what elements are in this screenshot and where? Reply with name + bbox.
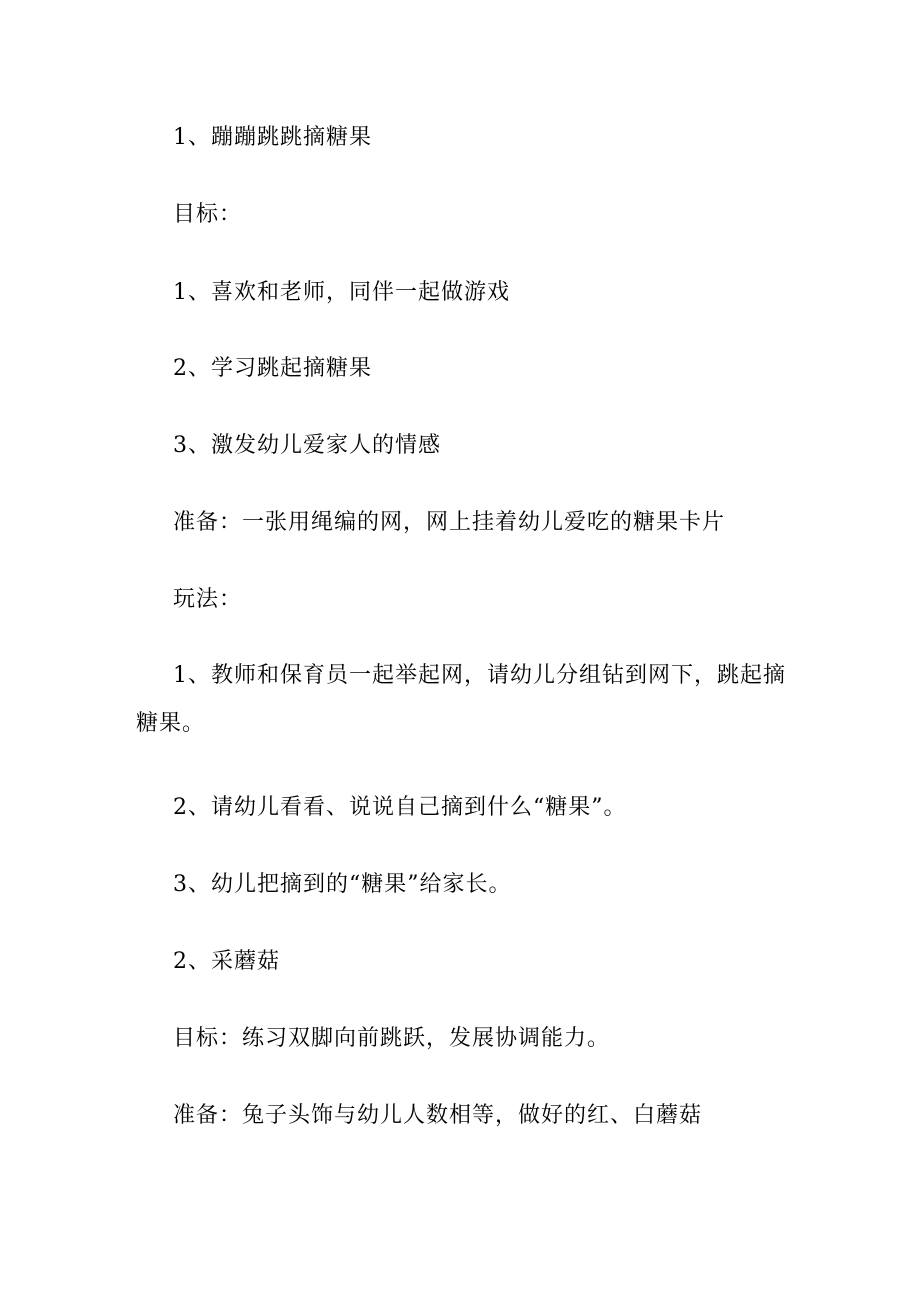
method-heading: 玩法： bbox=[173, 587, 243, 612]
method-step-3: 3、幼儿把摘到的“糖果”给家长。 bbox=[173, 872, 512, 897]
method-step-2: 2、请幼儿看看、说说自己摘到什么“糖果”。 bbox=[173, 795, 627, 820]
method-step-1: 1、教师和保育员一起举起网，请幼儿分组钻到网下，跳起摘糖果。 bbox=[136, 663, 786, 736]
goal-paragraph-2: 目标：练习双脚向前跳跃，发展协调能力。 bbox=[173, 1026, 611, 1051]
section-title-2: 2、采蘑菇 bbox=[173, 949, 280, 974]
preparation-paragraph-2: 准备：兔子头饰与幼儿人数相等，做好的红、白蘑菇 bbox=[173, 1103, 703, 1128]
goal-heading: 目标： bbox=[173, 202, 243, 227]
preparation-paragraph: 准备：一张用绳编的网，网上挂着幼儿爱吃的糖果卡片 bbox=[173, 510, 726, 535]
goal-item-2: 2、学习跳起摘糖果 bbox=[173, 356, 372, 381]
goal-item-1: 1、喜欢和老师，同伴一起做游戏 bbox=[173, 280, 510, 305]
goal-item-3: 3、激发幼儿爱家人的情感 bbox=[173, 433, 441, 458]
section-title-1: 1、蹦蹦跳跳摘糖果 bbox=[173, 125, 372, 150]
